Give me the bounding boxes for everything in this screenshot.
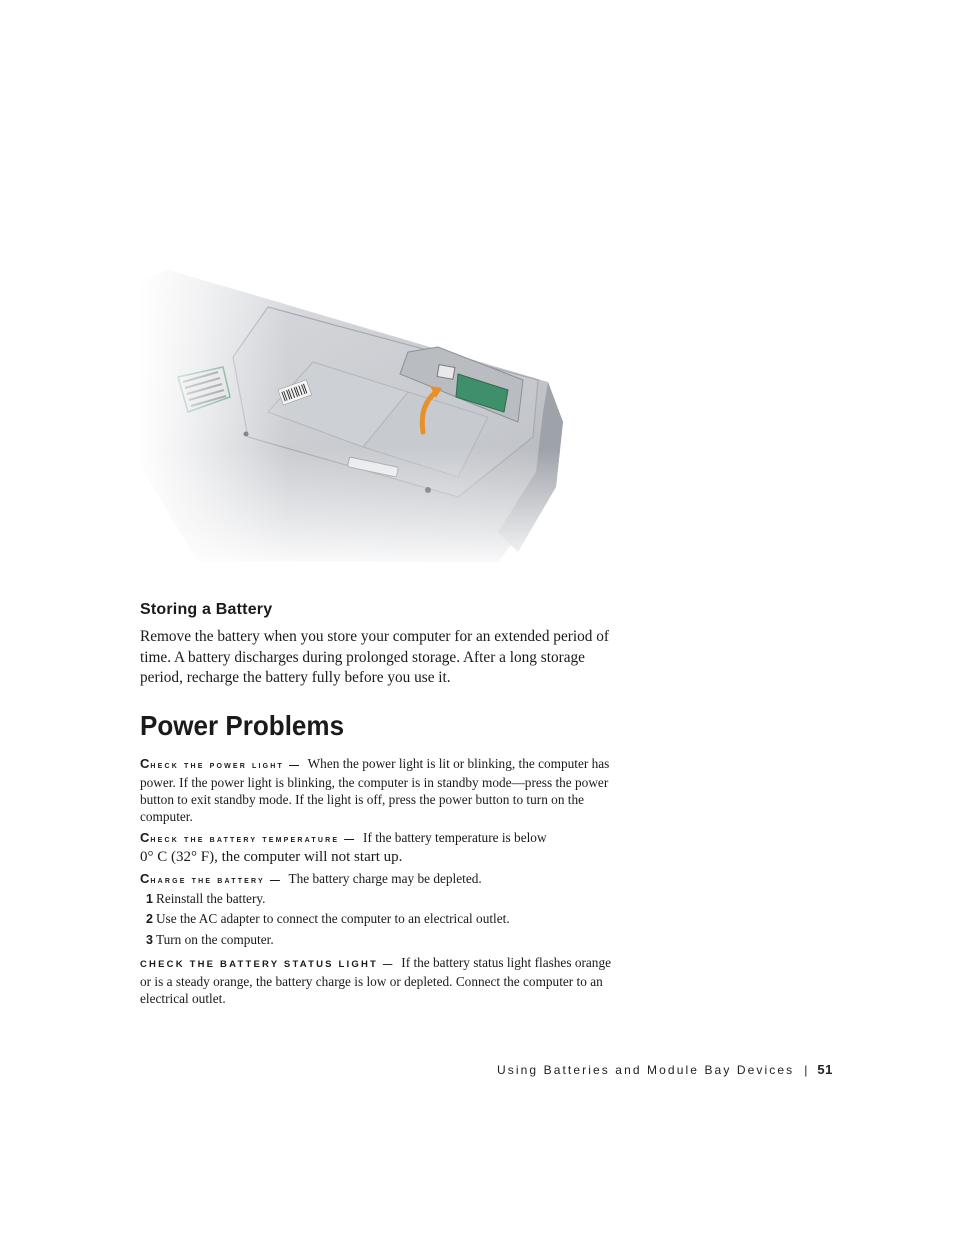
step-text: Use the AC adapter to connect the computer to an electrical outlet. [155,911,510,926]
troubleshoot-battery-status-light [140,954,622,1007]
step-number: 2 [146,912,153,926]
step-text: Turn on the computer. [155,932,274,947]
troubleshoot-battery-temperature [140,829,622,866]
entry-lead: CHECK THE BATTERY STATUS LIGHT — [140,959,395,970]
entry-lead: Check the battery temperature — [140,830,357,845]
entry-lead: Check the power light — [140,756,302,771]
page-number: 51 [817,1062,833,1077]
entry-text: If the battery temperature is below [363,830,547,845]
section-heading: Storing a Battery [140,601,273,618]
section-body: Remove the battery when you store your computer for an extended period of time. A battery discharges during prolonged storage. After a long storage period, recharge the battery fully before you use it. [140,628,609,686]
footer-separator: | [804,1063,808,1077]
page-title: Power Problems [140,710,345,741]
step-item [146,890,266,908]
entry-text-continued: 0° C (32° F), the computer will not start up. [140,849,403,865]
entry-text: When the power light is lit or blinking, the computer has power. If the power light is blinking, the computer is in standby mode—press the power button to exit standby mode. If the light is off, press the power button to turn on the computer. [140,756,610,824]
entry-lead: Charge the battery — [140,871,283,886]
troubleshoot-charge-battery [140,870,622,889]
page-footer [497,1062,833,1077]
footer-chapter-title: Using Batteries and Module Bay Devices [497,1063,795,1077]
step-number: 1 [146,892,153,906]
troubleshoot-power-light [140,755,622,825]
step-item [146,931,274,949]
battery-bay-illustration [138,262,570,572]
step-text: Reinstall the battery. [155,891,266,906]
entry-text: The battery charge may be depleted. [288,871,482,886]
step-number: 3 [146,933,153,947]
step-item [146,910,510,928]
entry-text: If the battery status light flashes orange or is a steady orange, the battery charge is low or depleted. Connect the computer to an electrical outlet. [140,955,611,1006]
